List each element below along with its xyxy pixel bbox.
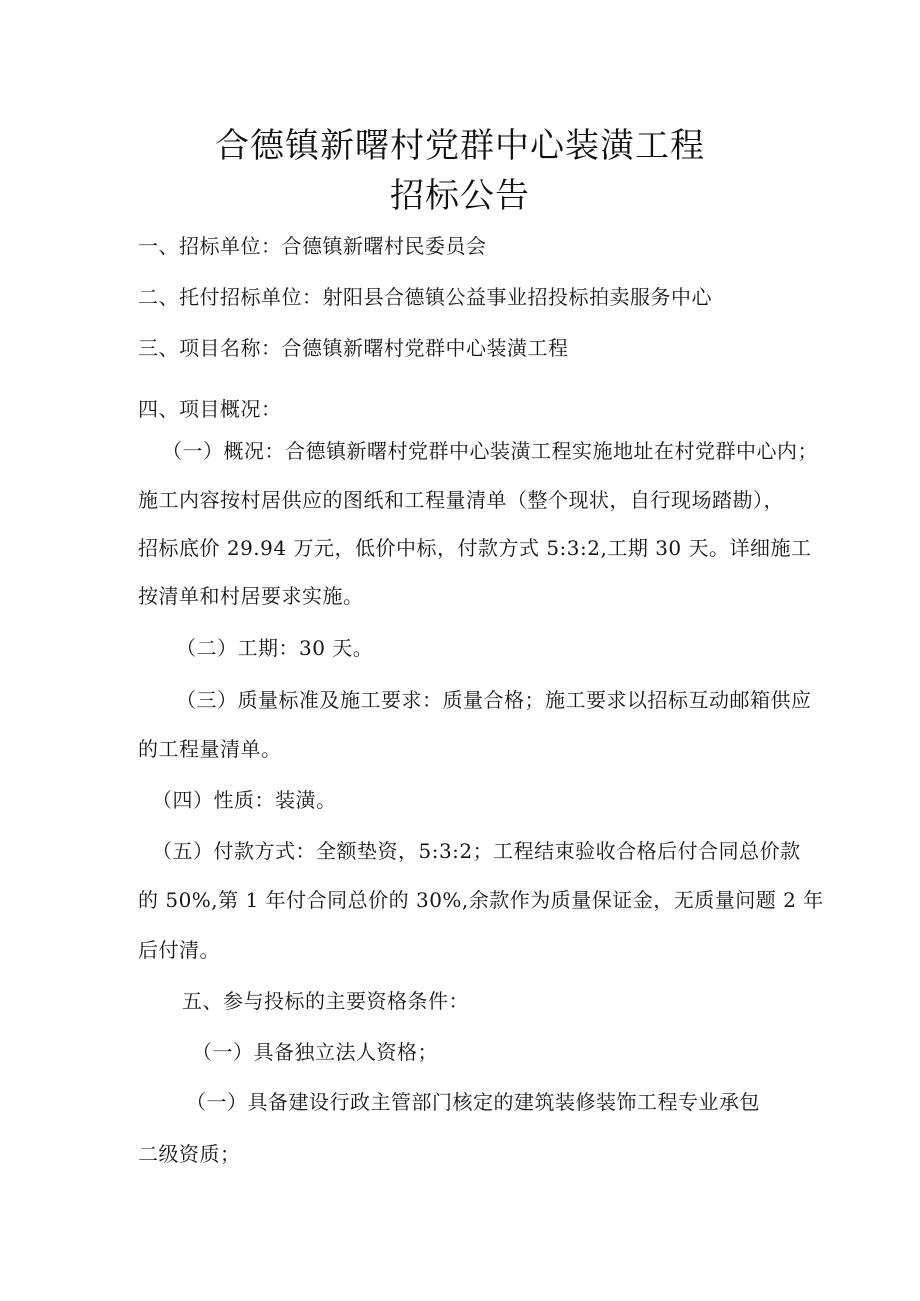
section-qualifications: 五、参与投标的主要资格条件：	[182, 989, 469, 1013]
section-bid-unit: 一、招标单位：合德镇新曙村民委员会	[138, 234, 487, 258]
overview-paragraph-line: 按清单和村居要求实施。	[138, 584, 364, 608]
overview-paragraph-line: 招标底价 29.94 万元，低价中标，付款方式 5:3:2,工期 30 天。详细施工	[138, 536, 812, 560]
quality-item-line: 的工程量清单。	[138, 737, 282, 761]
qualification-item: （一）具备独立法人资格；	[192, 1040, 438, 1064]
payment-item-line: 后付清。	[138, 938, 220, 962]
duration-item: （二）工期：30 天。	[176, 636, 374, 660]
section-project-name: 三、项目名称：合德镇新曙村党群中心装潢工程	[138, 336, 569, 360]
nature-item: （四）性质：装潢。	[152, 788, 337, 812]
overview-paragraph-line: （一）概况：合德镇新曙村党群中心装潢工程实施地址在村党群中心内；	[162, 439, 818, 463]
quality-item-line: （三）质量标准及施工要求：质量合格；施工要求以招标互动邮箱供应	[176, 688, 812, 712]
payment-item-line: （五）付款方式：全额垫资，5:3:2；工程结束验收合格后付合同总价款	[152, 839, 801, 863]
payment-item-line: 的 50%,第 1 年付合同总价的 30%,余款作为质量保证金，无质量问题 2 年	[138, 888, 824, 912]
section-entrusted-unit: 二、托付招标单位：射阳县合德镇公益事业招投标拍卖服务中心	[138, 285, 712, 309]
qualification-item-line: （一）具备建设行政主管部门核定的建筑装修装饰工程专业承包	[186, 1090, 760, 1114]
document-title-line-1: 合德镇新曙村党群中心装潢工程	[215, 126, 705, 166]
document-title-line-2: 招标公告	[390, 176, 530, 216]
section-project-overview: 四、项目概况：	[138, 397, 282, 421]
qualification-item-line: 二级资质；	[138, 1142, 241, 1166]
overview-paragraph-line: 施工内容按村居供应的图纸和工程量清单（整个现状，自行现场踏勘），	[138, 488, 784, 512]
